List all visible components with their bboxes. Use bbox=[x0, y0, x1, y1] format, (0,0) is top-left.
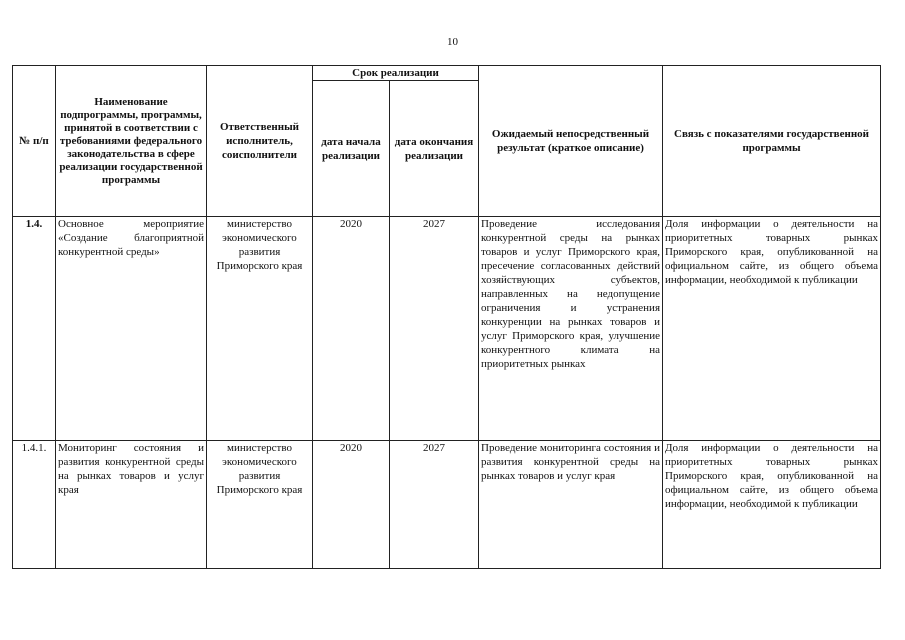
header-responsible: Ответственный исполнитель, соисполнители bbox=[207, 66, 313, 217]
table-row bbox=[13, 217, 881, 441]
header-link: Связь с показателями государственной программы bbox=[663, 66, 881, 217]
row-start: 2020 bbox=[313, 441, 390, 569]
row-end: 2027 bbox=[390, 217, 479, 441]
row-num: 1.4. bbox=[13, 217, 56, 441]
row-result: Проведение исследования конкурентной среды на рынках товаров и услуг Приморского края, пресечение согласованных действий хозяйствующих субъектов, направленных на недопущение ограничения и устранения конкуренции на рынках товаров и услуг Приморского края, улучшение конкурентного климата на приоритетных рынках bbox=[479, 217, 663, 441]
header-start: дата начала реализации bbox=[313, 81, 390, 217]
header-row bbox=[13, 66, 881, 81]
row-name: Мониторинг состояния и развития конкурентной среды на рынках товаров и услуг края bbox=[56, 441, 207, 569]
page-number: 10 bbox=[447, 36, 458, 48]
row-responsible: министерство экономического развития Приморского края bbox=[207, 217, 313, 441]
row-end: 2027 bbox=[390, 441, 479, 569]
header-period: Срок реализации bbox=[313, 66, 479, 81]
table-row bbox=[13, 441, 881, 569]
row-name: Основное мероприятие «Создание благоприятной конкурентной среды» bbox=[56, 217, 207, 441]
row-start: 2020 bbox=[313, 217, 390, 441]
header-end: дата окончания реализации bbox=[390, 81, 479, 217]
row-responsible: министерство экономического развития Приморского края bbox=[207, 441, 313, 569]
row-result: Проведение мониторинга состояния и развития конкурентной среды на рынках товаров и услуг края bbox=[479, 441, 663, 569]
row-link: Доля информации о деятельности на приоритетных товарных рынках Приморского края, опубликованной на официальном сайте, из общего объема информации, необходимой к публикации bbox=[663, 217, 881, 441]
header-num: № п/п bbox=[13, 66, 56, 217]
header-result: Ожидаемый непосредственный результат (краткое описание) bbox=[479, 66, 663, 217]
program-table bbox=[12, 65, 881, 569]
row-link: Доля информации о деятельности на приоритетных товарных рынках Приморского края, опубликованной на официальном сайте, из общего объема информации, необходимой к публикации bbox=[663, 441, 881, 569]
row-num: 1.4.1. bbox=[13, 441, 56, 569]
header-name: Наименование подпрограммы, программы, принятой в соответствии с требованиями федерального законодательства в сфере реализации государственной программы bbox=[56, 66, 207, 217]
